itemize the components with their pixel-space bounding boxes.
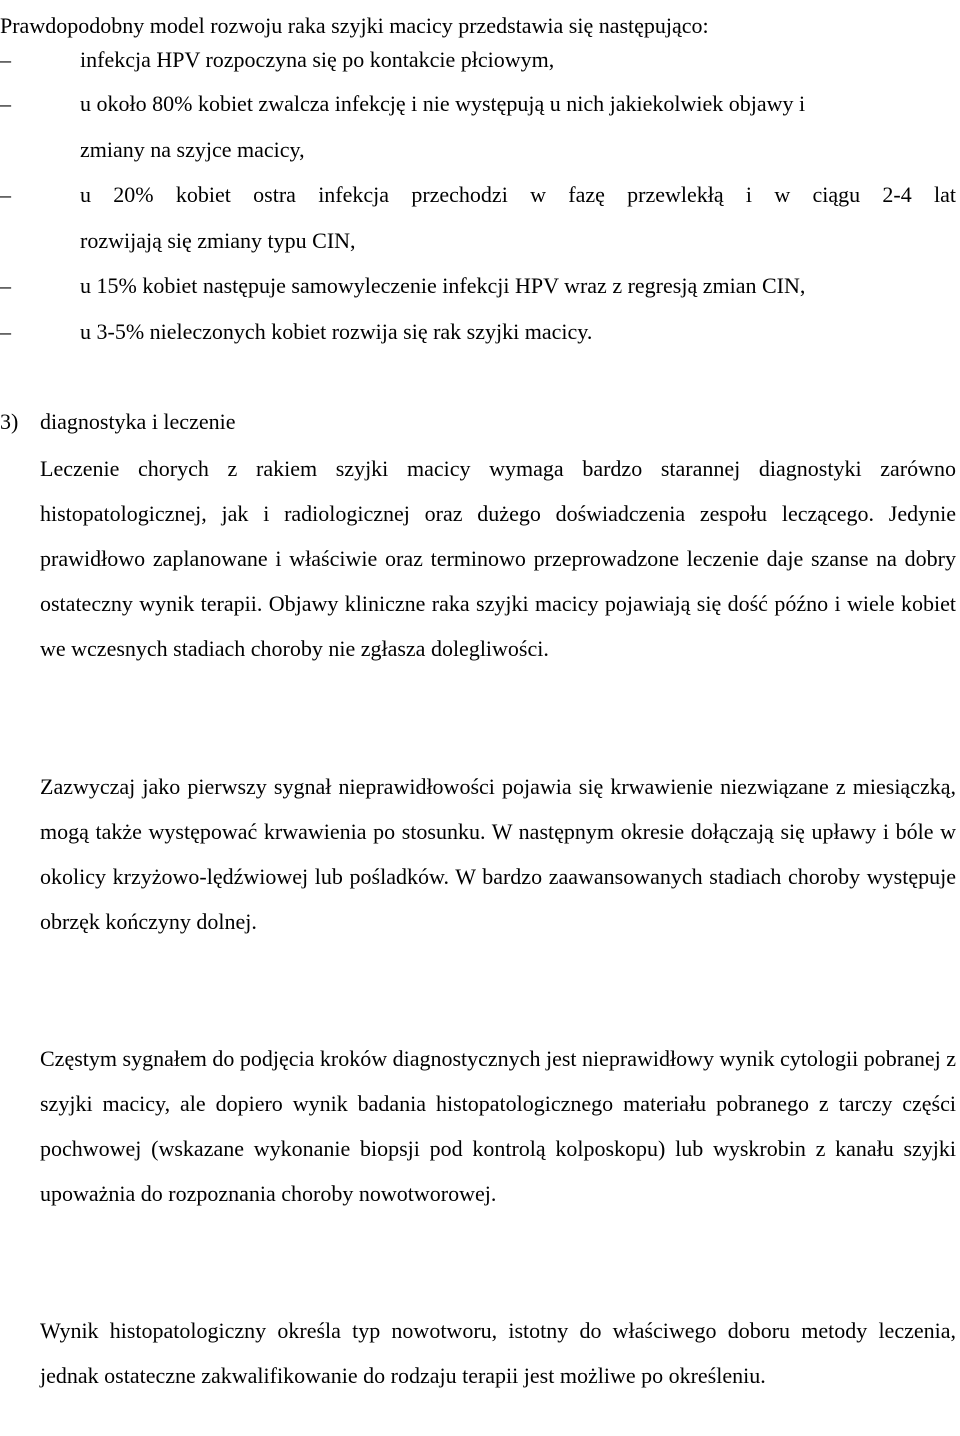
bullet-3-line-2: rozwijają się zmiany typu CIN, xyxy=(80,228,356,253)
intro-text: Prawdopodobny model rozwoju raka szyjki macicy przedstawia się następująco: xyxy=(0,13,709,38)
bullet-dash: – xyxy=(0,319,11,344)
bullet-dash: – xyxy=(0,182,11,207)
bullet-3-line-1: u 20% kobiet ostra infekcja przechodzi w fazę przewlekłą i w ciągu 2-4 lat xyxy=(80,182,956,207)
bullet-dash: – xyxy=(0,273,11,298)
bullet-dash: – xyxy=(0,91,11,116)
bullet-2-line-2: zmiany na szyjce macicy, xyxy=(80,137,305,162)
bullet-5-line-1: u 3-5% nieleczonych kobiet rozwija się rak szyjki macicy. xyxy=(80,319,593,344)
bullet-1-line-1: infekcja HPV rozpoczyna się po kontakcie płciowym, xyxy=(80,47,555,72)
section-title: diagnostyka i leczenie xyxy=(40,409,236,434)
paragraph-2: Zazwyczaj jako pierwszy sygnał nieprawidłowości pojawia się krwawienie niezwiązane z miesiączką, mogą także występować krwawienia po stosunku. W następnym okresie dołączają się upławy i bóle w okolicy krzyżowo-lędźwiowej lub pośladków. W bardzo zaawansowanych stadiach choroby występuje obrzęk kończyny dolnej. xyxy=(40,774,956,934)
section-number: 3) xyxy=(0,409,19,434)
paragraph-3: Częstym sygnałem do podjęcia kroków diagnostycznych jest nieprawidłowy wynik cytologii pobranej z szyjki macicy, ale dopiero wynik badania histopatologicznego materiału pobranego z tarczy części pochwowej (wskazane wykonanie biopsji pod kontrolą kolposkopu) lub wyskrobin z kanału szyjki upoważnia do rozpoznania choroby nowotworowej. xyxy=(40,1046,956,1206)
bullet-dash: – xyxy=(0,47,11,72)
paragraph-1: Leczenie chorych z rakiem szyjki macicy wymaga bardzo starannej diagnostyki zarówno histopatologicznej, jak i radiologicznej oraz dużego doświadczenia zespołu leczącego. Jedynie prawidłowo zaplanowane i właściwie oraz terminowo przeprowadzone leczenie daje szanse na dobry ostateczny wynik terapii. Objawy kliniczne raka szyjki macicy pojawiają się dość późno i wiele kobiet we wczesnych stadiach choroby nie zgłasza dolegliwości. xyxy=(40,456,956,661)
bullet-4-line-1: u 15% kobiet następuje samowyleczenie infekcji HPV wraz z regresją zmian CIN, xyxy=(80,273,806,298)
bullet-2-line-1: u około 80% kobiet zwalcza infekcję i nie występują u nich jakiekolwiek objawy i xyxy=(80,91,806,116)
paragraph-4: Wynik histopatologiczny określa typ nowotworu, istotny do właściwego doboru metody leczenia, jednak ostateczne zakwalifikowanie do rodzaju terapii jest możliwe po określeniu. xyxy=(40,1318,956,1388)
